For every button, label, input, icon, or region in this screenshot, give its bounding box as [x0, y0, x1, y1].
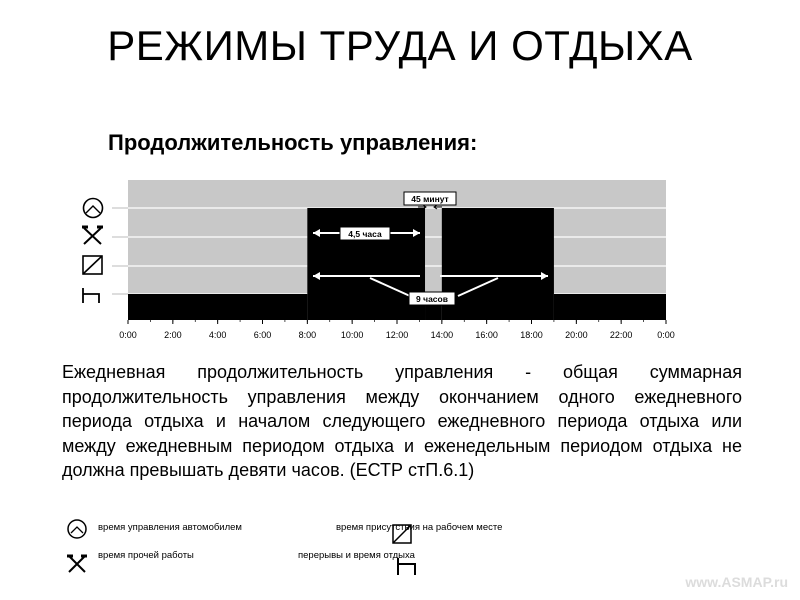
- x-tick-label: 10:00: [340, 330, 364, 340]
- driving-icon: [84, 199, 103, 218]
- x-tick-label: 16:00: [475, 330, 498, 340]
- x-tick-label: 14:00: [430, 330, 454, 340]
- segment-driving-3: [442, 208, 554, 320]
- segment-rest-0: [128, 294, 307, 320]
- other-work-icon: [82, 227, 103, 244]
- legend-rest: перерывы и время отдыха: [298, 550, 415, 561]
- x-axis-ticks: [119, 320, 675, 340]
- availability-icon: [83, 256, 102, 274]
- x-tick-label: 18:00: [520, 330, 543, 340]
- watermark: www.ASMAP.ru: [685, 574, 788, 590]
- legend: [60, 512, 780, 582]
- x-tick-label: 0:00: [657, 330, 675, 340]
- x-tick-label: 20:00: [565, 330, 588, 340]
- rest-icon: [396, 556, 418, 576]
- driving-icon: [66, 518, 88, 540]
- x-tick-label: 0:00: [119, 330, 137, 340]
- x-tick-label: 6:00: [253, 330, 272, 340]
- page-title: РЕЖИМЫ ТРУДА И ОТДЫХА: [107, 22, 693, 69]
- total-label: 9 часов: [416, 294, 448, 304]
- x-tick-label: 2:00: [164, 330, 182, 340]
- x-tick-label: 8:00: [298, 330, 317, 340]
- x-tick-label: 4:00: [208, 330, 227, 340]
- page-subtitle: Продолжительность управления:: [108, 130, 478, 155]
- activity-chart: [0, 170, 800, 350]
- legend-other-work: время прочей работы: [98, 550, 194, 561]
- x-tick-label: 12:00: [385, 330, 409, 340]
- legend-driving: время управления автомобилем: [98, 522, 242, 533]
- drive-label: 4,5 часа: [348, 229, 382, 239]
- segment-rest-4: [554, 294, 666, 320]
- x-tick-label: 22:00: [609, 330, 633, 340]
- segment-driving-1: [307, 208, 425, 320]
- other-work-icon: [66, 552, 88, 574]
- break-label: 45 минут: [411, 194, 449, 204]
- rest-icon: [83, 288, 99, 303]
- legend-availability: время присутствия на рабочем месте: [336, 522, 503, 533]
- description-paragraph: Ежедневная продолжительность управления - общая суммарная продолжительность управления между окончанием одного ежедневного периода отдыха и началом следующего ежедневного периода отдыха или между ежедневным периодом отдыха и еженедельным периодом отдыха не должна превышать девяти часов. (ЕСТР стП.6.1): [62, 362, 742, 480]
